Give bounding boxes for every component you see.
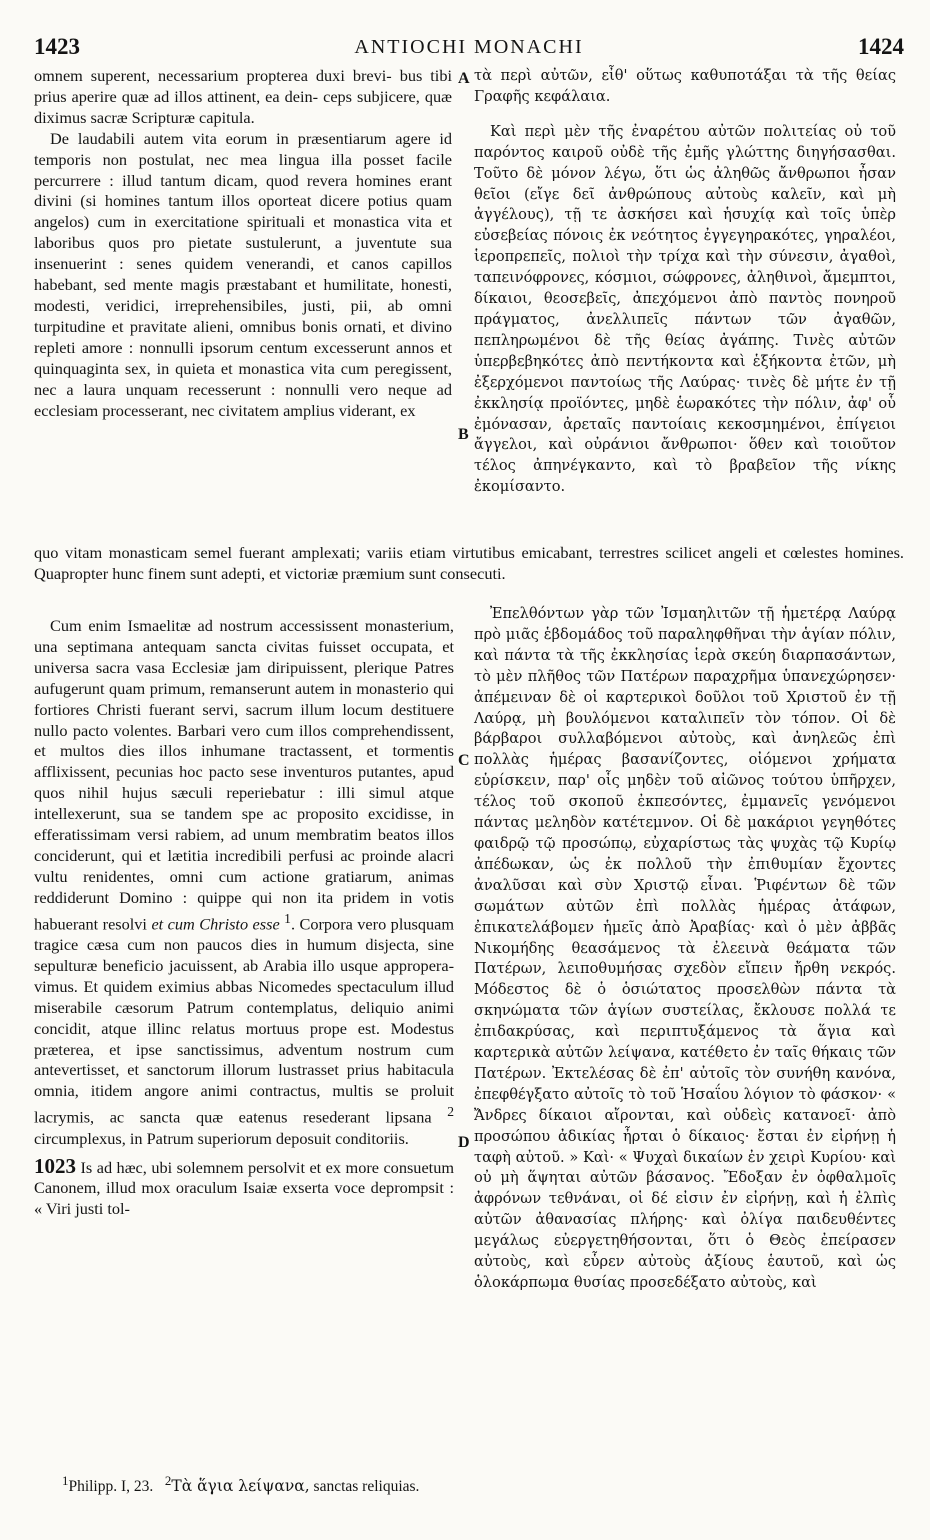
page-number-right: 1424: [858, 34, 904, 59]
latin-paragraph: 1023 Is ad hæc, ubi solemnem persolvit et ex more consuetum Canonem, illud mox oraculum Isaiæ exserta voce deprompsit : « Viri justi tol-: [34, 1153, 454, 1219]
footnote-1: Philipp. I, 23.: [68, 1478, 154, 1496]
latin-column-top: [34, 66, 452, 421]
footnote-2-greek: Τὰ ἅγια λείψανα,: [171, 1477, 310, 1496]
margin-marker-a: A: [458, 70, 470, 87]
margin-marker-c: C: [458, 752, 470, 769]
greek-paragraph: Καὶ περὶ μὲν τῆς ἐναρέτου αὐτῶν πολιτείας οὐ τοῦ παρόντος καιροῦ οὐδὲ τῆς ἐμῆς γλώττης διηγήσασθαι. Τοῦτο δὲ μόνον λέγω, ὅτι ὡς ἀληθῶς ἄνθρωποι ἦσαν θεῖοι (εἴγε δεῖ ἀνθρώπους αὐτοὺς καλεῖν, καὶ μὴ ἀγγέλους), τῇ τε ἀσκήσει καὶ ἡσυχίᾳ καὶ τοῖς ὑπὲρ εὐσεβείας πόνοις ἐκ νεότητος ἐγγεγηρακότες, γηραλέοι, ἱεροπρεπεῖς, πολιοὶ τὴν τρίχα καὶ τὴν σύνεσιν, ἀγαθοὶ, ταπεινόφρονες, κόσμιοι, σώφρονες, ἀληθινοὶ, ἄμεμπτοι, δίκαιοι, θεοσεβεῖς, ἀπεχόμενοι ἀπὸ παντὸς πονηροῦ πράγματος, ἀνελλιπεῖς πάντων τῶν ἀγαθῶν, πεπληρωμένοι δὲ τῆς θείας ἀγάπης. Τινὲς αὐτῶν ὑπερβεβηκότες ἀπὸ πεντήκοντα καὶ ἑξήκοντα ἐτῶν, μὴ ἐξερχόμενοι παντοίως τῆς Λαύρας· τινὲς δὲ μήτε ἐν τῇ ἐκκλησίᾳ προϊόντες, μηδὲ ἑωρακότες τὴν πόλιν, ἀφ' οὗ ἐμόνασαν, ἀρεταῖς παντοίαις κεκοσμημένοι, ἐπίγειοι ἄγγελοι, καὶ οὐράνιοι ἄνθρωποι· ὅθεν καὶ τοιοῦτον τέλος ἀπηνέγκαντο, καὶ τὸ βραβεῖον τῆς νίκης ἐκομίσαντο.: [474, 122, 896, 496]
italic-quote: et cum Christo esse: [151, 914, 280, 934]
margin-marker-d: D: [458, 1134, 470, 1151]
latin-column-bottom: [34, 616, 454, 1220]
latin-paragraph: omnem superent, necessarium propterea duxi brevi- bus tibi prius aperire quæ ad illos attinent, ea dein- ceps subjicere, quæ diximus sacræ Scripturæ capitula.: [34, 66, 452, 127]
margin-marker-b: B: [458, 426, 469, 443]
greek-paragraph: Ἐπελθόντων γὰρ τῶν Ἰσμαηλιτῶν τῇ ἡμετέρᾳ Λαύρᾳ πρὸ μιᾶς ἑβδομάδος τοῦ παραληφθῆναι τὴν ἁγίαν πόλιν, καὶ πάντα τὰ τῆς ἐκκλησίας ἱερὰ σκεύη διαρπασάντων, τὸ μὲν πλῆθος τῶν Πατέρων παραχρῆμα ὑπανεχώρησεν· ἀπέμειναν δὲ οἱ καρτερικοὶ δοῦλοι τοῦ Χριστοῦ ἐν τῇ Λαύρᾳ, μὴ βουλόμενοι καταλιπεῖν τὸν τόπον. Οἱ δὲ βάρβαροι συλλαβόμενοι αὐτοὺς, καὶ ἀνηλεῶς ἐπὶ πολλὰς ἡμέρας βασανίζοντες, οἰόμενοι χρήματα εὑρίσκειν, παρ' οἷς μηδὲν τοῦ αἰῶνος τούτου ὑπῆρχεν, τέλος τοῦ σκοποῦ ἐκπεσόντες, ἐμμανεῖς γενόμενοι πάντας μεληδὸν κατέτεμνον. Οἱ δὲ μακάριοι γεγηθότες φαιδρῷ τῷ προσώπῳ, εὐχαρίστως τὰς ψυχὰς τῷ Κυρίῳ ἀπέδωκαν, ὡς ἐκ πολλοῦ τὴν ἐπιθυμίαν ἔχοντες ἀναλῦσαι καὶ σὺν Χριστῷ εἶναι. Ῥιφέντων δὲ τῶν σωμάτων αὐτῶν ἐπὶ πολλὰς ἡμέρας ἀτάφων, ἐπικατελάβομεν ἡμεῖς ἀπὸ Ἀραβίας· καὶ ὁ μὲν ἀββᾶς Νικομήδης θεασάμενος τὰ ἐλεεινὰ θεάματα τῶν Πατέρων, λειποθυμήσας σχεδὸν εἴπειν ἤρθη νεκρός. Μόδεστος δὲ ὁ ὁσιώτατος προσελθὼν πάντα τὰ σκηνώματα τῶν ἁγίων συστείλας, ἔκλουσε πολλά τε ἐπιδακρύσας, καὶ περιπτυξάμενος τὰ ἅγια καὶ καρτερικὰ αὐτῶν λείψανα, κατέθετο ἐν ταῖς θήκαις τῶν Πατέρων. Ἐκτελέσας δὲ ἐπ' αὐτοῖς τὸν συνήθη κανόνα, ἐπεφθέγξατο αὐτοῖς τὸ τοῦ Ἡσαΐου λόγιον τὸ φάσκον· « Ἄνδρες δίκαιοι αἴρονται, καὶ οὐδεὶς κατανοεῖ· ἀπὸ προσώπου ἀδικίας ἦρται ὁ δίκαιος· ἔσται ἐν εἰρήνῃ ἡ ταφὴ αὐτοῦ. » Καὶ· « Ψυχαὶ δικαίων ἐν χειρὶ Κυρίου· καὶ οὐ μὴ ἅψηται αὐτῶν βάσανος. Ἔδοξαν ἐν ὀφθαλμοῖς ἀφρόνων τεθνάναι, οἱ δέ εἰσιν ἐν εἰρήνῃ, καὶ ἡ ἐλπὶς αὐτῶν ἀθανασίας πλήρης· καὶ ὀλίγα παιδευθέντες μεγάλως εὐεργετηθήσονται, ὅτι ὁ Θεὸς ἐπείρασεν αὐτοὺς, καὶ εὗρεν αὐτοὺς ἀξίους ἑαυτοῦ, καὶ ὡς ὁλοκάρπωμα θυσίας προσεδέξατο αὐτοὺς, καὶ: [474, 605, 896, 1291]
greek-paragraph: τὰ περὶ αὐτῶν, εἶθ' οὕτως καθυποτάξαι τὰ τῆς θείας Γραφῆς κεφάλαια.: [474, 67, 896, 105]
latin-paragraph: Cum enim Ismaelitæ ad nostrum accessissent monasterium, una septimana antequam sancta civitas fuisset occupata, et universa sacra vasa Ecclesiæ jam diripuissent, plerique Patres aufugerunt quam primum, remanserunt autem in monasterio qui fortiores Christi fuerant servi, sacrum illum locum destituere nullo pacto volentes. Barbari vero cum illos comprehendissent, et multos dies illos inhumane tractassent, et tormentis afflixissent, pecunias hoc pacto sese inventuros putantes, apud quos nihil hujus sæculi reperiebatur : illi simul atque intellexerunt, sua se tandem spe ac proposito excidisse, in efferatissimam versi rabiem, ad unum membratim beatos illos conciderunt, qui et lætitia incredibili perfusi ac proinde alacri vultu renidentes, omni cum actione gratiarum, animas reddiderunt Domino : quippe qui non ita pridem in votis habuerant resolvi et cum Christo esse $^1$. Corpora vero plusquam tragice cæsa cum non paucos dies in humum disjecta, sine sepulturæ beneficio jacuissent, ab Arabia illo usque approperavimus. Et quidem eximius abbas Nicomedes spectaculum illud miserabile cæsorum Patrum contemplatus, deliquio animi concidit, atque illinc relatus mortuus prope est. Modestus præterea, et ipse sanctissimus, adventum nostrum cum antevertisset, et sanctorum illorum lustrasset prius habitacula omnia, itidem angore animi contractus, multis se proluit lacrymis, ac sancta quæ eatenus resederant lipsana $^2$ circumplexus, in Patrum superiorum deposuit conditoriis.: [34, 616, 455, 1148]
latin-paragraph: De laudabili autem vita eorum in præsentiarum agere id temporis non postulat, nec mea lingua illa posset facile percurrere : illud tantum dicam, quod revera homines erant divini (si homines tantum illos oporteat dicere potius quam angelos) cum in exercitatione spirituali et monastica vita et laboribus quos pro pietate sustulerunt, a juventute sua insenuerint : senes quidem venerandi, et canos capillos habebant, sed mente magis præstabant et humilitate, honesti, modesti, veridici, irreprehensibiles, justi, pii, ab omni turpitudine et pravitate alieni, omnibus bonis ornati, et divino repleti amore : nonnulli ipsorum centum excesserunt annos et quinquaginta sex, in quieta et monastica vita cum peregissent, nec a laura unquam recesserunt : nonnulli vero neque ad ecclesiam processerant, nec civitatem amplius viderant, ex: [34, 128, 452, 420]
greek-column-bottom: [474, 604, 896, 1294]
footnote-ref-1: 1: [284, 910, 291, 926]
page-number-left: 1423: [34, 34, 80, 59]
running-header: [34, 34, 904, 66]
column-number: 1023: [34, 1153, 76, 1178]
full-width-latin-line: quo vitam monasticam semel fuerant amplexati; variis etiam virtutibus emicabant, terrestres scilicet angeli et cœlestes homines. Quapropter hunc finem sunt adepti, et victoriæ præmium sunt consecuti.: [34, 543, 904, 583]
footnote-ref-2: 2: [447, 1104, 455, 1120]
running-title: ANTIOCHI MONACHI: [354, 36, 584, 58]
footnotes: $^1$Philipp. I, 23. $^2$Τὰ ἅγια λείψανα, sanctas reliquias.: [62, 1473, 420, 1496]
footnote-2-latin: sanctas reliquias.: [313, 1478, 420, 1496]
greek-column-top: [474, 66, 896, 498]
